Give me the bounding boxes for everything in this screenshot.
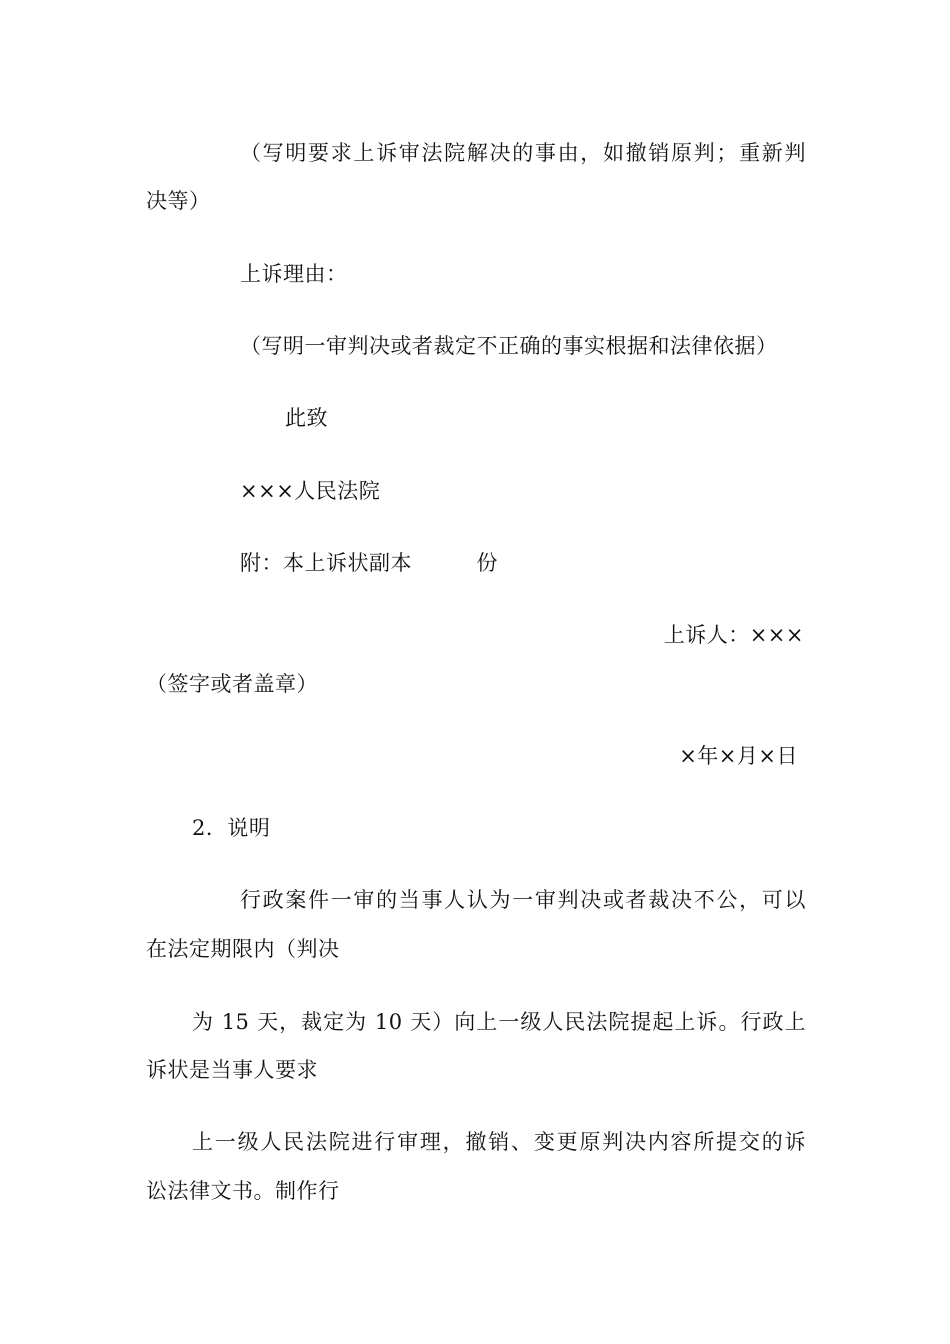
- attachment-note: 附：本上诉状副本 份: [240, 551, 498, 575]
- reasons-heading: 上诉理由：: [240, 262, 348, 286]
- reasons-instruction: （写明一审判决或者裁定不正确的事实根据和法律依据）: [240, 334, 778, 358]
- para3-line1: 上一级人民法院进行审理，撤销、变更原判决内容所提交的诉: [192, 1130, 806, 1154]
- request-instruction-line2: 决等）: [146, 189, 211, 213]
- date-line: ×年×月×日: [679, 744, 798, 768]
- request-instruction-line1: （写明要求上诉审法院解决的事由，如撤销原判；重新判: [240, 141, 806, 165]
- para2-line2: 诉状是当事人要求: [146, 1058, 318, 1082]
- para1-line1: 行政案件一审的当事人认为一审判决或者裁决不公，可以: [240, 888, 806, 912]
- section-heading: 2．说明: [192, 816, 271, 840]
- para3-line2: 讼法律文书。制作行: [146, 1179, 340, 1203]
- para2-line1: 为 15 天，裁定为 10 天）向上一级人民法院提起上诉。行政上: [192, 1010, 806, 1034]
- court-name: ×××人民法院: [240, 479, 381, 503]
- para1-line2: 在法定期限内（判决: [146, 937, 340, 961]
- salutation: 此致: [285, 406, 328, 430]
- signature-note: （签字或者盖章）: [146, 672, 318, 696]
- appellant-line: 上诉人：×××: [663, 623, 804, 647]
